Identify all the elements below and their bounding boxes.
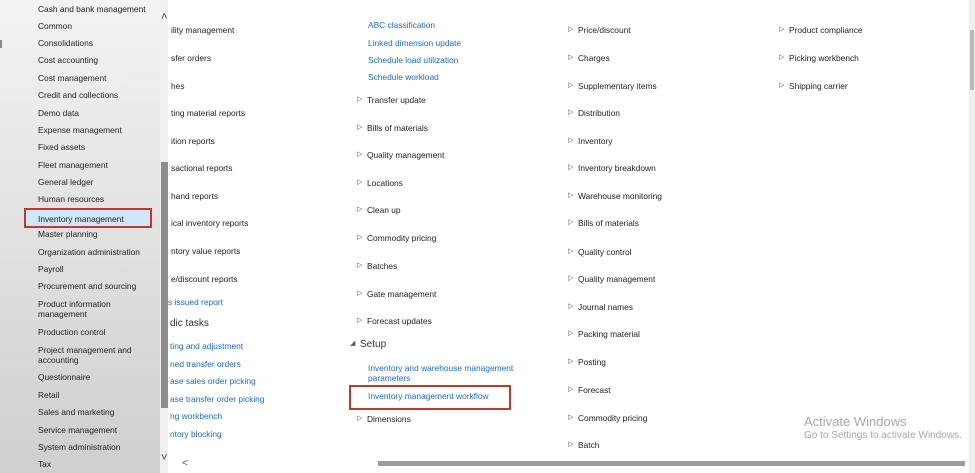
menu-group[interactable]: [568, 25, 631, 35]
menu-group-label: Forecast: [578, 385, 611, 395]
chevron-left-icon[interactable]: <: [182, 458, 188, 469]
task-link[interactable]: ase transfer order picking: [170, 394, 265, 404]
menu-group[interactable]: [568, 302, 633, 312]
menu-group-label: Price/discount: [578, 25, 631, 35]
menu-group[interactable]: [357, 289, 436, 299]
triangle-right-icon: ▷: [568, 164, 574, 171]
menu-group-label: Product compliance: [789, 25, 863, 35]
triangle-right-icon: ▷: [568, 386, 574, 393]
report-link[interactable]: ting material reports: [171, 108, 246, 118]
menu-group-label: Inventory: [578, 136, 613, 146]
sidebar-item[interactable]: Master planning: [38, 229, 98, 239]
task-link[interactable]: ned transfer orders: [170, 359, 241, 369]
menu-group[interactable]: [568, 53, 610, 63]
report-link[interactable]: ntory value reports: [171, 246, 241, 256]
section-header-periodic: dic tasks: [170, 318, 209, 329]
menu-group[interactable]: [357, 205, 401, 215]
triangle-right-icon: ▷: [568, 441, 574, 448]
menu-link[interactable]: ABC classification: [368, 20, 436, 30]
triangle-right-icon: ▷: [357, 262, 363, 269]
triangle-right-icon: ▷: [568, 109, 574, 116]
triangle-right-icon: ▷: [568, 26, 574, 33]
report-link[interactable]: sfer orders: [171, 53, 212, 63]
menu-group-label: Supplementary items: [578, 81, 657, 91]
task-link[interactable]: ase sales order picking: [170, 376, 256, 386]
triangle-right-icon: ▷: [568, 192, 574, 199]
sidebar-item[interactable]: Service management: [38, 425, 118, 435]
report-link[interactable]: hes: [171, 81, 185, 91]
menu-group-label: Commodity pricing: [578, 413, 648, 423]
sidebar-item[interactable]: Credit and collections: [38, 90, 119, 100]
triangle-right-icon: ▷: [568, 358, 574, 365]
sidebar-item[interactable]: Production control: [38, 327, 106, 337]
menu-group[interactable]: [357, 233, 436, 243]
menu-group-label: Bills of materials: [578, 218, 639, 228]
sidebar-item[interactable]: Project management and accounting: [38, 345, 132, 365]
right-edge-scrollbar-thumb[interactable]: [970, 30, 974, 90]
menu-group[interactable]: [568, 440, 599, 450]
triangle-right-icon: ▷: [357, 415, 363, 422]
workflow-highlight-box: [349, 385, 511, 410]
menu-group[interactable]: [357, 261, 397, 271]
triangle-right-icon: ▷: [568, 414, 574, 421]
menu-group[interactable]: [568, 108, 620, 118]
menu-group-label: Batches: [367, 261, 398, 271]
report-link[interactable]: e/discount reports: [171, 274, 238, 284]
sidebar-item[interactable]: Questionnaire: [38, 372, 91, 382]
triangle-right-icon: ▷: [568, 248, 574, 255]
sidebar-item[interactable]: Fleet management: [38, 160, 108, 170]
sidebar-item[interactable]: General ledger: [38, 177, 94, 187]
report-link[interactable]: hand reports: [171, 191, 219, 201]
horizontal-scrollbar-thumb[interactable]: [378, 461, 965, 466]
menu-link[interactable]: Schedule load utilization: [368, 55, 459, 65]
triangle-down-icon: ◢: [350, 340, 356, 347]
menu-group[interactable]: [357, 123, 428, 133]
module-sidebar: [0, 0, 161, 473]
triangle-right-icon: ▷: [357, 124, 363, 131]
triangle-right-icon: ▷: [568, 82, 574, 89]
menu-group[interactable]: [357, 316, 432, 326]
sidebar-item[interactable]: Procurement and sourcing: [38, 281, 137, 291]
menu-group[interactable]: [568, 247, 632, 257]
menu-group-label: Charges: [578, 53, 610, 63]
triangle-right-icon: ▷: [568, 275, 574, 282]
sidebar-item[interactable]: Product information management: [38, 299, 111, 319]
menu-group-label: Distribution: [578, 108, 620, 118]
parameters-link[interactable]: Inventory and warehouse management parameters: [368, 363, 514, 383]
sidebar-item[interactable]: Cost accounting: [38, 55, 99, 65]
chevron-down-icon[interactable]: ˅: [161, 452, 168, 464]
sidebar-item[interactable]: Cost management: [38, 73, 107, 83]
watermark-title: Activate Windows: [804, 414, 907, 429]
task-link[interactable]: ting and adjustment: [170, 341, 244, 351]
sidebar-item[interactable]: Payroll: [38, 264, 64, 274]
setup-label: Setup: [360, 339, 387, 350]
triangle-right-icon: ▷: [568, 54, 574, 61]
menu-group-label: Quality management: [367, 150, 445, 160]
menu-group-label: Dimensions: [367, 414, 411, 424]
triangle-right-icon: ▷: [357, 96, 363, 103]
menu-group[interactable]: [357, 95, 426, 105]
menu-group-label: Packing material: [578, 329, 640, 339]
triangle-right-icon: ▷: [779, 82, 785, 89]
menu-group-label: Transfer update: [367, 95, 426, 105]
menu-link[interactable]: Linked dimension update: [368, 38, 462, 48]
triangle-right-icon: ▷: [568, 303, 574, 310]
menu-group-label: Journal names: [578, 302, 633, 312]
sidebar-item[interactable]: Human resources: [38, 194, 105, 204]
menu-group[interactable]: [568, 163, 656, 173]
menu-group-label: Forecast updates: [367, 316, 432, 326]
triangle-right-icon: ▷: [779, 54, 785, 61]
sidebar-item[interactable]: System administration: [38, 442, 121, 452]
report-link[interactable]: s issued report: [168, 297, 223, 307]
menu-group-label: Picking workbench: [789, 53, 859, 63]
triangle-right-icon: ▷: [568, 137, 574, 144]
menu-group-label: Inventory breakdown: [578, 163, 656, 173]
menu-link[interactable]: Schedule workload: [368, 72, 439, 82]
menu-group[interactable]: [779, 25, 863, 35]
menu-group-label: Quality control: [578, 247, 632, 257]
triangle-right-icon: ▷: [779, 26, 785, 33]
report-link[interactable]: ition reports: [171, 136, 215, 146]
task-link[interactable]: ng workbench: [170, 411, 223, 421]
workflow-link[interactable]: Inventory management workflow: [368, 391, 489, 401]
section-header-setup[interactable]: [350, 339, 386, 350]
menu-group-label: Bills of materials: [367, 123, 428, 133]
menu-group[interactable]: [568, 385, 611, 395]
triangle-right-icon: ▷: [568, 219, 574, 226]
sidebar-item[interactable]: Common: [38, 21, 72, 31]
menu-group[interactable]: [568, 274, 655, 284]
menu-group-label: Batch: [578, 440, 600, 450]
triangle-right-icon: ▷: [357, 179, 363, 186]
sidebar-item[interactable]: Demo data: [38, 108, 79, 118]
menu-group-label: Shipping carrier: [789, 81, 848, 91]
activation-watermark: [804, 414, 962, 443]
menu-group[interactable]: [568, 81, 657, 91]
triangle-right-icon: ▷: [357, 206, 363, 213]
triangle-right-icon: ▷: [357, 317, 363, 324]
sidebar-item[interactable]: Sales and marketing: [38, 407, 115, 417]
menu-group[interactable]: [779, 81, 848, 91]
menu-group[interactable]: [357, 178, 403, 188]
report-link[interactable]: ility management: [171, 25, 235, 35]
sidebar-item[interactable]: Cash and bank management: [38, 4, 146, 14]
menu-group[interactable]: [568, 329, 640, 339]
menu-group[interactable]: [357, 150, 444, 160]
menu-group[interactable]: [357, 414, 411, 424]
sidebar-edge-marker: [0, 40, 2, 48]
menu-group[interactable]: [568, 191, 662, 201]
menu-group[interactable]: [568, 218, 639, 228]
sidebar-item[interactable]: Fixed assets: [38, 142, 86, 152]
watermark-subtitle: Go to Settings to activate Windows.: [804, 430, 962, 441]
menu-group-label: Quality management: [578, 274, 656, 284]
sidebar-item[interactable]: Retail: [38, 390, 60, 400]
menu-group[interactable]: [568, 357, 606, 367]
report-link[interactable]: ical inventory reports: [171, 218, 249, 228]
sidebar-item[interactable]: Expense management: [38, 125, 122, 135]
triangle-right-icon: ▷: [357, 290, 363, 297]
menu-group-label: Locations: [367, 178, 403, 188]
task-link[interactable]: ntory blocking: [170, 429, 222, 439]
sidebar-item[interactable]: Inventory management: [24, 208, 152, 228]
sidebar-item[interactable]: Organization administration: [38, 247, 140, 257]
vertical-scrollbar-thumb[interactable]: [161, 162, 168, 408]
menu-group[interactable]: [779, 53, 859, 63]
chevron-up-icon[interactable]: ˄: [161, 11, 168, 23]
menu-group-label: Clean up: [367, 205, 401, 215]
menu-group[interactable]: [568, 136, 612, 146]
menu-group-label: Gate management: [367, 289, 437, 299]
menu-group-label: Commodity pricing: [367, 233, 437, 243]
report-link[interactable]: sactional reports: [171, 163, 233, 173]
triangle-right-icon: ▷: [568, 330, 574, 337]
sidebar-item[interactable]: Consolidations: [38, 38, 93, 48]
sidebar-item[interactable]: Tax: [38, 459, 52, 469]
menu-group[interactable]: [568, 413, 647, 423]
menu-group-label: Warehouse monitoring: [578, 191, 662, 201]
menu-group-label: Posting: [578, 357, 606, 367]
triangle-right-icon: ▷: [357, 234, 363, 241]
triangle-right-icon: ▷: [357, 151, 363, 158]
